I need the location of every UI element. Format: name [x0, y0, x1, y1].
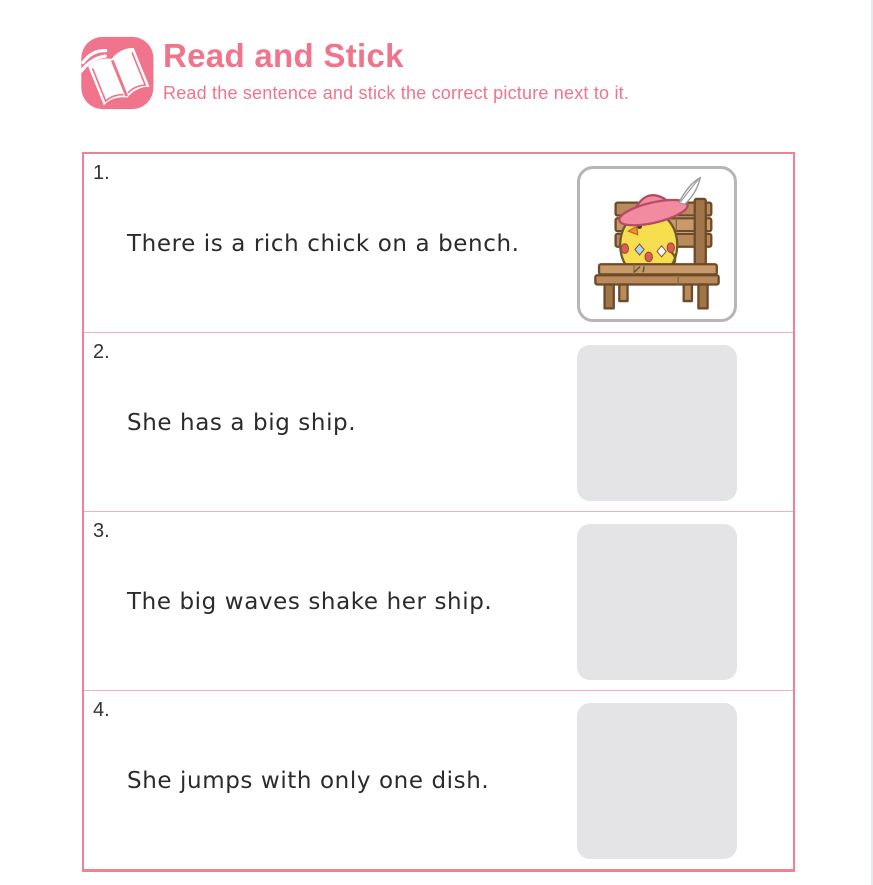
sticker-card: [577, 166, 737, 322]
row-number: 4.: [93, 699, 110, 721]
row-number: 1.: [93, 162, 110, 184]
row-number: 2.: [93, 341, 110, 363]
row-number: 3.: [93, 520, 110, 542]
worksheet-row: [84, 690, 793, 869]
sentence-text: There is a rich chick on a bench.: [127, 230, 520, 257]
page-title: Read and Stick: [163, 37, 404, 74]
worksheet-row: [84, 511, 793, 690]
worksheet-table: [82, 152, 795, 872]
worksheet-row: [84, 154, 793, 332]
page-subtitle: Read the sentence and stick the correct picture next to it.: [163, 83, 630, 104]
sentence-text: She has a big ship.: [127, 409, 357, 436]
sentence-text: She jumps with only one dish.: [127, 767, 490, 794]
worksheet-row: [84, 332, 793, 511]
sticker-area: [577, 703, 737, 859]
sticker-area: [577, 166, 737, 322]
open-book-icon: [78, 32, 160, 114]
sticker-placeholder: [577, 524, 737, 680]
sticker-placeholder: [577, 345, 737, 501]
sticker-placeholder: [577, 703, 737, 859]
sticker-area: [577, 524, 737, 680]
worksheet-header: [78, 30, 778, 120]
sentence-text: The big waves shake her ship.: [127, 588, 493, 615]
sticker-area: [577, 345, 737, 501]
chick-on-bench-image: [588, 175, 726, 313]
